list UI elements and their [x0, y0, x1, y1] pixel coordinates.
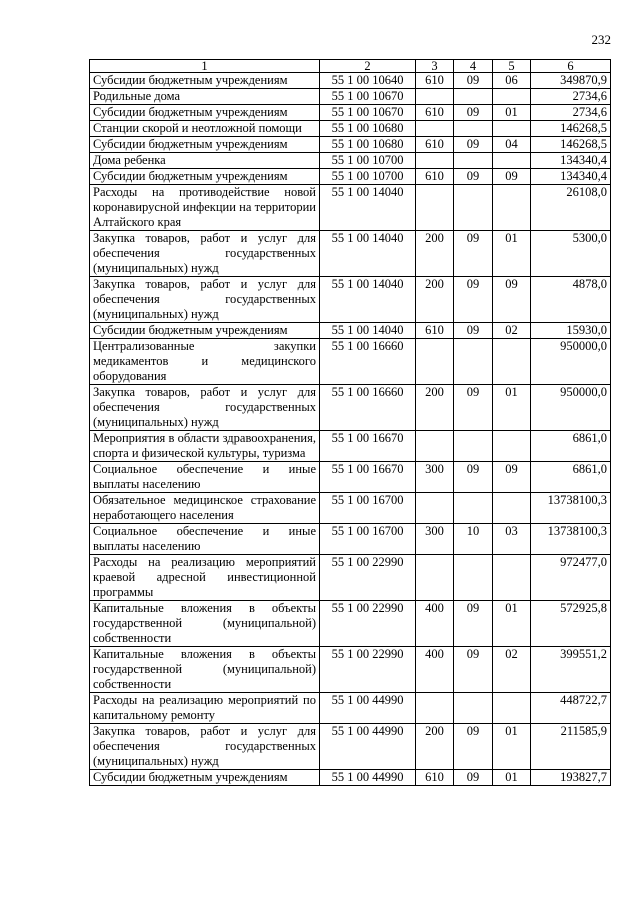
- row-name-cell: Родильные дома: [90, 89, 320, 105]
- row-rz-cell: 09: [454, 462, 493, 493]
- row-code-cell: 55 1 00 22990: [320, 555, 416, 601]
- row-pr-cell: 09: [493, 169, 531, 185]
- row-sum-cell: 572925,8: [531, 601, 611, 647]
- row-pr-cell: [493, 555, 531, 601]
- table-row: [90, 185, 611, 231]
- row-pr-cell: 04: [493, 137, 531, 153]
- row-sum-cell: 399551,2: [531, 647, 611, 693]
- row-vr-cell: 400: [416, 601, 454, 647]
- row-name-cell: Социальное обеспечение и иные выплаты населению: [90, 524, 320, 555]
- row-vr-cell: 610: [416, 73, 454, 89]
- row-name-cell: Субсидии бюджетным учреждениям: [90, 105, 320, 121]
- row-pr-cell: 09: [493, 462, 531, 493]
- row-rz-cell: [454, 89, 493, 105]
- row-code-cell: 55 1 00 16670: [320, 431, 416, 462]
- row-sum-cell: 950000,0: [531, 339, 611, 385]
- row-pr-cell: 02: [493, 323, 531, 339]
- row-sum-cell: 26108,0: [531, 185, 611, 231]
- row-name-cell: Станции скорой и неотложной помощи: [90, 121, 320, 137]
- row-rz-cell: [454, 121, 493, 137]
- row-name-cell: Субсидии бюджетным учреждениям: [90, 73, 320, 89]
- row-sum-cell: 349870,9: [531, 73, 611, 89]
- row-name-cell: Расходы на реализацию мероприятий краевой адресной инвестиционной программы: [90, 555, 320, 601]
- row-code-cell: 55 1 00 10700: [320, 153, 416, 169]
- row-code-cell: 55 1 00 14040: [320, 185, 416, 231]
- row-pr-cell: 01: [493, 105, 531, 121]
- row-vr-cell: 610: [416, 105, 454, 121]
- row-code-cell: 55 1 00 44990: [320, 693, 416, 724]
- row-vr-cell: 610: [416, 323, 454, 339]
- row-code-cell: 55 1 00 16700: [320, 493, 416, 524]
- row-code-cell: 55 1 00 16700: [320, 524, 416, 555]
- header-cell: 4: [454, 60, 493, 73]
- row-sum-cell: 13738100,3: [531, 524, 611, 555]
- row-pr-cell: [493, 89, 531, 105]
- row-vr-cell: 200: [416, 277, 454, 323]
- table-row: [90, 770, 611, 786]
- row-rz-cell: [454, 555, 493, 601]
- row-sum-cell: 134340,4: [531, 169, 611, 185]
- row-pr-cell: 01: [493, 385, 531, 431]
- row-vr-cell: 300: [416, 462, 454, 493]
- row-pr-cell: 02: [493, 647, 531, 693]
- header-cell: 2: [320, 60, 416, 73]
- row-vr-cell: [416, 493, 454, 524]
- row-pr-cell: [493, 339, 531, 385]
- row-sum-cell: 211585,9: [531, 724, 611, 770]
- row-code-cell: 55 1 00 16670: [320, 462, 416, 493]
- row-name-cell: Закупка товаров, работ и услуг для обеспечения государственных (муниципальных) нужд: [90, 231, 320, 277]
- row-rz-cell: [454, 431, 493, 462]
- row-name-cell: Субсидии бюджетным учреждениям: [90, 323, 320, 339]
- table-row: [90, 231, 611, 277]
- table-row: [90, 137, 611, 153]
- table-row: [90, 323, 611, 339]
- row-rz-cell: [454, 339, 493, 385]
- row-sum-cell: 4878,0: [531, 277, 611, 323]
- row-name-cell: Расходы на противодействие новой коронавирусной инфекции на территории Алтайского края: [90, 185, 320, 231]
- row-vr-cell: 200: [416, 385, 454, 431]
- row-pr-cell: 01: [493, 601, 531, 647]
- row-rz-cell: 09: [454, 73, 493, 89]
- row-vr-cell: [416, 89, 454, 105]
- row-sum-cell: 6861,0: [531, 431, 611, 462]
- row-vr-cell: [416, 339, 454, 385]
- row-name-cell: Обязательное медицинское страхование неработающего населения: [90, 493, 320, 524]
- table-row: [90, 153, 611, 169]
- row-name-cell: Централизованные закупки медикаментов и медицинского оборудования: [90, 339, 320, 385]
- row-rz-cell: 10: [454, 524, 493, 555]
- row-vr-cell: 400: [416, 647, 454, 693]
- row-sum-cell: 448722,7: [531, 693, 611, 724]
- page-number: 232: [591, 32, 611, 47]
- row-rz-cell: 09: [454, 647, 493, 693]
- header-cell: 3: [416, 60, 454, 73]
- row-code-cell: 55 1 00 22990: [320, 601, 416, 647]
- row-rz-cell: 09: [454, 770, 493, 786]
- table-row: [90, 73, 611, 89]
- table-row: [90, 89, 611, 105]
- row-vr-cell: 610: [416, 770, 454, 786]
- table-row: [90, 493, 611, 524]
- row-sum-cell: 146268,5: [531, 137, 611, 153]
- table-row: [90, 121, 611, 137]
- row-rz-cell: 09: [454, 105, 493, 121]
- row-sum-cell: 2734,6: [531, 105, 611, 121]
- row-code-cell: 55 1 00 10640: [320, 73, 416, 89]
- table-row: [90, 647, 611, 693]
- header-cell: 1: [90, 60, 320, 73]
- table-row: [90, 385, 611, 431]
- row-pr-cell: [493, 431, 531, 462]
- row-pr-cell: 01: [493, 770, 531, 786]
- row-code-cell: 55 1 00 14040: [320, 231, 416, 277]
- row-pr-cell: 03: [493, 524, 531, 555]
- row-name-cell: Субсидии бюджетным учреждениям: [90, 137, 320, 153]
- table-row: [90, 601, 611, 647]
- row-code-cell: 55 1 00 10670: [320, 89, 416, 105]
- row-name-cell: Дома ребенка: [90, 153, 320, 169]
- row-rz-cell: 09: [454, 137, 493, 153]
- row-sum-cell: 950000,0: [531, 385, 611, 431]
- row-pr-cell: 06: [493, 73, 531, 89]
- table-row: [90, 462, 611, 493]
- row-pr-cell: 01: [493, 724, 531, 770]
- row-sum-cell: 193827,7: [531, 770, 611, 786]
- row-rz-cell: [454, 493, 493, 524]
- table-row: [90, 724, 611, 770]
- row-sum-cell: 972477,0: [531, 555, 611, 601]
- row-sum-cell: 2734,6: [531, 89, 611, 105]
- row-pr-cell: 09: [493, 277, 531, 323]
- row-rz-cell: 09: [454, 169, 493, 185]
- table-row: [90, 693, 611, 724]
- row-vr-cell: 610: [416, 137, 454, 153]
- row-sum-cell: 13738100,3: [531, 493, 611, 524]
- row-vr-cell: [416, 693, 454, 724]
- row-name-cell: Субсидии бюджетным учреждениям: [90, 770, 320, 786]
- row-pr-cell: [493, 121, 531, 137]
- row-sum-cell: 146268,5: [531, 121, 611, 137]
- row-pr-cell: [493, 185, 531, 231]
- row-name-cell: Капитальные вложения в объекты государственной (муниципальной) собственности: [90, 647, 320, 693]
- row-code-cell: 55 1 00 10680: [320, 121, 416, 137]
- row-pr-cell: [493, 493, 531, 524]
- row-code-cell: 55 1 00 16660: [320, 385, 416, 431]
- table-row: [90, 431, 611, 462]
- row-code-cell: 55 1 00 10670: [320, 105, 416, 121]
- header-cell: 6: [531, 60, 611, 73]
- row-rz-cell: [454, 693, 493, 724]
- row-name-cell: Расходы на реализацию мероприятий по капитальному ремонту: [90, 693, 320, 724]
- row-name-cell: Закупка товаров, работ и услуг для обеспечения государственных (муниципальных) нужд: [90, 277, 320, 323]
- row-pr-cell: 01: [493, 231, 531, 277]
- row-code-cell: 55 1 00 10700: [320, 169, 416, 185]
- row-name-cell: Мероприятия в области здравоохранения, спорта и физической культуры, туризма: [90, 431, 320, 462]
- row-sum-cell: 134340,4: [531, 153, 611, 169]
- row-name-cell: Капитальные вложения в объекты государственной (муниципальной) собственности: [90, 601, 320, 647]
- row-vr-cell: [416, 153, 454, 169]
- row-vr-cell: [416, 555, 454, 601]
- row-pr-cell: [493, 693, 531, 724]
- row-rz-cell: 09: [454, 724, 493, 770]
- row-name-cell: Субсидии бюджетным учреждениям: [90, 169, 320, 185]
- row-code-cell: 55 1 00 44990: [320, 724, 416, 770]
- row-sum-cell: 5300,0: [531, 231, 611, 277]
- table-row: [90, 105, 611, 121]
- row-code-cell: 55 1 00 14040: [320, 277, 416, 323]
- row-rz-cell: 09: [454, 277, 493, 323]
- header-cell: 5: [493, 60, 531, 73]
- row-rz-cell: [454, 185, 493, 231]
- row-rz-cell: 09: [454, 385, 493, 431]
- table-row: [90, 169, 611, 185]
- row-rz-cell: 09: [454, 323, 493, 339]
- row-sum-cell: 15930,0: [531, 323, 611, 339]
- row-code-cell: 55 1 00 44990: [320, 770, 416, 786]
- row-name-cell: Закупка товаров, работ и услуг для обеспечения государственных (муниципальных) нужд: [90, 385, 320, 431]
- row-vr-cell: 200: [416, 231, 454, 277]
- row-sum-cell: 6861,0: [531, 462, 611, 493]
- row-code-cell: 55 1 00 16660: [320, 339, 416, 385]
- row-name-cell: Закупка товаров, работ и услуг для обеспечения государственных (муниципальных) нужд: [90, 724, 320, 770]
- row-code-cell: 55 1 00 10680: [320, 137, 416, 153]
- row-vr-cell: [416, 431, 454, 462]
- header-row: [90, 60, 611, 73]
- row-vr-cell: 610: [416, 169, 454, 185]
- row-vr-cell: [416, 185, 454, 231]
- budget-table: [89, 59, 611, 786]
- row-code-cell: 55 1 00 22990: [320, 647, 416, 693]
- row-name-cell: Социальное обеспечение и иные выплаты населению: [90, 462, 320, 493]
- row-rz-cell: 09: [454, 601, 493, 647]
- row-rz-cell: 09: [454, 231, 493, 277]
- row-rz-cell: [454, 153, 493, 169]
- row-vr-cell: [416, 121, 454, 137]
- row-vr-cell: 300: [416, 524, 454, 555]
- table-row: [90, 524, 611, 555]
- table-row: [90, 277, 611, 323]
- row-code-cell: 55 1 00 14040: [320, 323, 416, 339]
- row-vr-cell: 200: [416, 724, 454, 770]
- table-row: [90, 555, 611, 601]
- table-row: [90, 339, 611, 385]
- row-pr-cell: [493, 153, 531, 169]
